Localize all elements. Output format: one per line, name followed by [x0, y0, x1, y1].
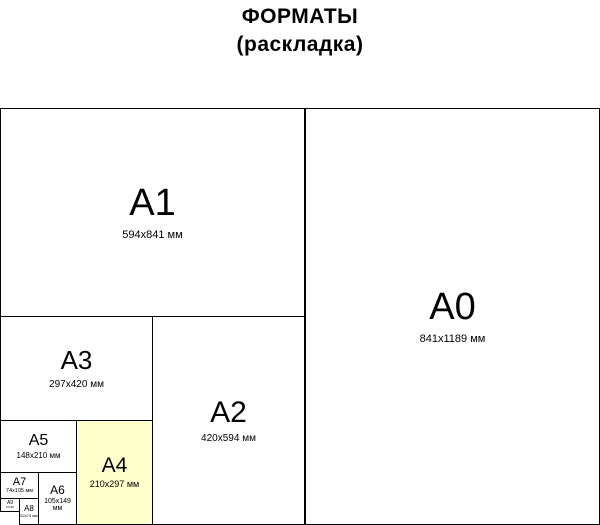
format-box-a9 — [0, 498, 20, 512]
format-label-a8: A8 — [24, 504, 34, 514]
format-label-a5: A5 — [28, 431, 49, 449]
page-title — [0, 0, 600, 59]
format-label-a3: A3 — [60, 345, 93, 376]
format-dims-a3: 297x420 мм — [49, 378, 104, 390]
title-line-primary: ФОРМАТЫ — [241, 5, 359, 28]
format-label-a1: A1 — [129, 181, 176, 224]
format-box-a0 — [305, 108, 600, 525]
format-box-a4 — [76, 420, 153, 525]
format-label-a9: A9 — [6, 499, 14, 506]
format-dims-a9: 37x52 — [5, 504, 15, 509]
paper-format-diagram — [0, 108, 600, 525]
format-label-a2: A2 — [210, 395, 247, 429]
format-label-a6: A6 — [50, 483, 65, 498]
format-box-a3 — [0, 316, 153, 421]
format-box-a8 — [19, 498, 39, 525]
format-box-a6 — [38, 472, 77, 525]
format-dims-a7: 74x105 мм — [5, 488, 34, 495]
format-label-a0: A0 — [429, 285, 476, 328]
format-dims-a2: 420x594 мм — [201, 433, 256, 445]
title-line-secondary: (раскладка) — [236, 33, 364, 56]
format-dims-a1: 594x841 мм — [122, 229, 183, 242]
format-label-a7: A7 — [12, 475, 27, 488]
format-box-a7 — [0, 472, 39, 499]
format-dims-a8: 52x74 мм — [20, 512, 38, 518]
format-label-a4: A4 — [101, 454, 128, 478]
format-box-a1 — [0, 108, 305, 317]
format-box-a5 — [0, 420, 77, 473]
format-dims-a6: 105x149 мм — [44, 497, 71, 513]
format-dims-a0: 841x1189 мм — [419, 333, 486, 346]
format-box-a2 — [152, 316, 305, 525]
format-dims-a4: 210x297 мм — [89, 479, 140, 490]
format-dims-a5: 148x210 мм — [16, 450, 61, 460]
